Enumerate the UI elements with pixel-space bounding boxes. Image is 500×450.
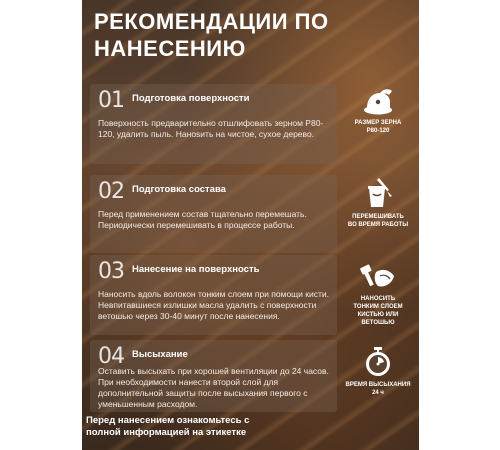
icon-label-line2: 24 ч (372, 390, 384, 396)
icon-label-line1: РАЗМЕР ЗЕРНА (354, 120, 402, 126)
step-title: Нанесение на поверхность (132, 264, 260, 275)
step-card-3 (90, 255, 337, 335)
footer-line1: Перед нанесением ознакомьтесь с (86, 415, 250, 426)
icon-label (343, 119, 413, 135)
icon-label-line2: ВО ВРЕМЯ РАБОТЫ (347, 222, 409, 228)
step-icon-2 (343, 176, 413, 229)
step-text: Наносить вдоль волокон тонким слоем при помощи кисти. Невпитавшиеся излишки масла удалить с поверхности ветошью через 30-40 минут после нанесения. (98, 289, 329, 321)
step-icon-4 (343, 346, 413, 397)
step-icon-3 (343, 262, 413, 327)
poster-title (94, 8, 414, 62)
icon-label-line1: ПЕРЕМЕШИВАТЬ (352, 214, 404, 220)
icon-label-line2: ТОНКИМ СЛОЕМ (353, 304, 403, 310)
step-card-1 (90, 84, 337, 164)
brush-rag-icon (358, 262, 398, 292)
footer-note (86, 415, 336, 439)
footer-line2: полной информацией на этикетке (86, 427, 247, 438)
icon-label-line1: ВРЕМЯ ВЫСЫХАНИЯ (345, 382, 411, 388)
icon-label (343, 295, 413, 327)
icon-label-line3: КИСТЬЮ ИЛИ ВЕТОШЬЮ (357, 312, 399, 326)
step-icon-1 (343, 86, 413, 135)
step-title: Подготовка поверхности (132, 93, 250, 104)
timer-icon (362, 346, 394, 378)
step-text: Перед применением состав тщательно перемешать. Периодически перемешивать в процессе работы. (98, 209, 307, 230)
icon-label-line1: НАНОСИТЬ (360, 296, 396, 302)
step-number: 04 (98, 344, 124, 369)
icon-label (343, 213, 413, 229)
step-card-2 (90, 175, 337, 253)
step-number: 03 (98, 259, 124, 284)
step-title: Высыхание (132, 349, 188, 360)
sander-icon (361, 86, 395, 116)
step-number: 02 (98, 179, 124, 204)
icon-label (343, 381, 413, 397)
icon-label-line2: Р80-120 (366, 128, 390, 134)
stir-can-icon (361, 176, 395, 210)
step-text: Поверхность предварительно отшлифовать зерном Р80-120, удалить пыль. Нанosить на чистое, сухое дерево. (98, 118, 324, 139)
poster-title-line2: НАНЕСЕНИЮ (94, 36, 246, 61)
instructions-poster (82, 0, 419, 450)
step-number: 01 (98, 88, 124, 113)
step-text: Оставить высыхать при хорошей вентиляции до 24 часов. При необходимости нанести второй слой для дополнительной защиты после высыхания первого с уменьшенным расходом. (98, 366, 329, 409)
poster-title-line1: РЕКОМЕНДАЦИИ ПО (94, 9, 329, 34)
step-card-4 (90, 340, 337, 412)
step-title: Подготовка состава (132, 184, 226, 195)
